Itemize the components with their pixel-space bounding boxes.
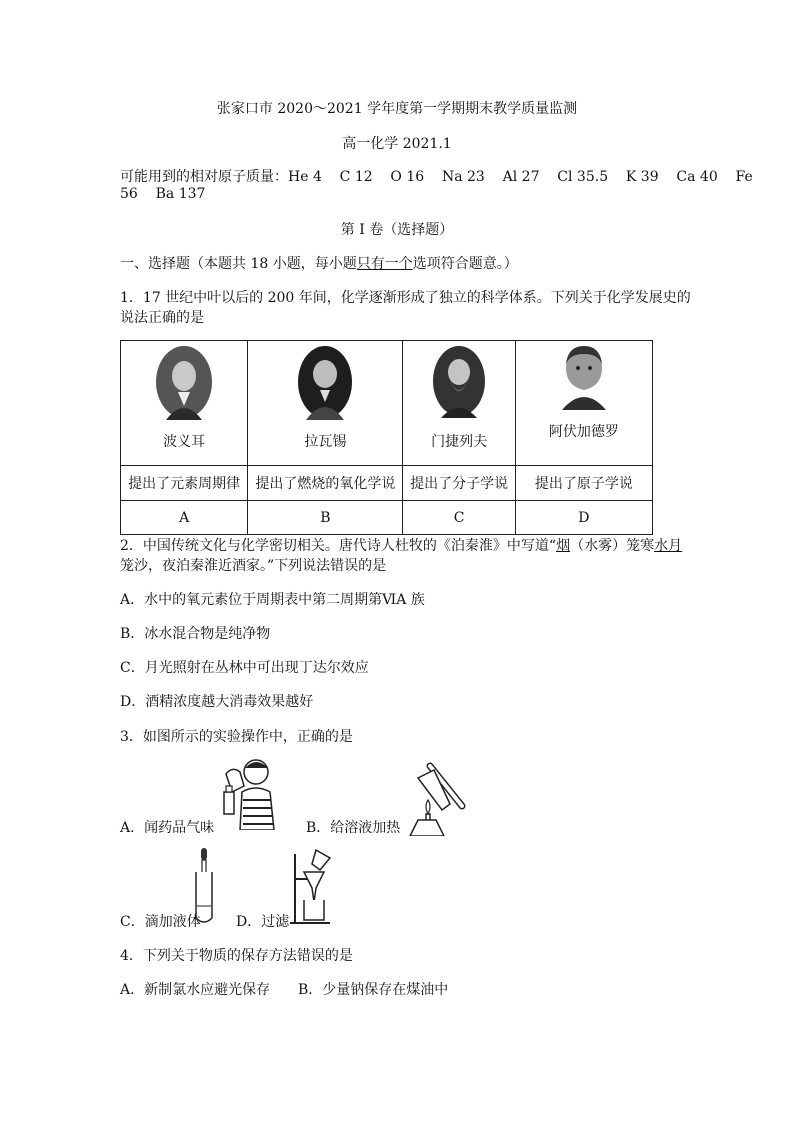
atomic-mass-line-1: 可能用到的相对原子质量：He 4 C 12 O 16 Na 23 Al 27 Cl 35.5 K 39 Ca 40 Fe — [120, 169, 753, 185]
option-letter-d: D — [515, 501, 652, 535]
q2-option-d: D．酒精浓度越大消毒效果越好 — [120, 694, 314, 710]
q2-option-a: A．水中的氧元素位于周期表中第二周期第ⅥA 族 — [120, 592, 425, 608]
portrait-lavoisier-icon — [296, 344, 354, 420]
contribution-b: 提出了燃烧的氧化学说 — [248, 466, 403, 501]
heating-solution-icon — [400, 760, 468, 836]
exam-subtitle: 高一化学 2021.1 — [342, 136, 452, 152]
exam-title: 张家口市 2020～2021 学年度第一学期期末教学质量监测 — [216, 101, 578, 117]
smelling-chemical-icon — [218, 756, 282, 830]
q3-option-b: B．给溶液加热 — [306, 820, 401, 836]
scientist-cell-d — [515, 341, 652, 466]
contribution-c: 提出了分子学说 — [403, 466, 515, 501]
section-instructions: 一、选择题（本题共 18 小题，每小题只有一个选项符合题意。） — [120, 256, 518, 272]
q2-option-b: B．冰水混合物是纯净物 — [120, 626, 271, 642]
scientist-table — [120, 340, 653, 535]
scientist-cell-c — [403, 341, 515, 466]
scientist-name-avogadro: 阿伏加德罗 — [548, 424, 619, 440]
q2-option-c: C．月光照射在丛林中可出现丁达尔效应 — [120, 660, 369, 676]
q3-option-a: A．闻药品气味 — [120, 820, 215, 836]
q3-option-d: D．过滤 — [236, 914, 290, 930]
portrait-mendeleev-icon — [431, 344, 487, 418]
q1-stem-line-1: 1．17 世纪中叶以后的 200 年间，化学逐渐形成了独立的科学体系。下列关于化学发展史的 — [120, 290, 691, 306]
q4-option-b: B．少量钠保存在煤油中 — [298, 982, 449, 998]
q2-stem-line-2: 笼沙，夜泊秦淮近酒家。”下列说法错误的是 — [120, 558, 387, 574]
option-letter-b: B — [248, 501, 403, 535]
q3-option-c: C．滴加液体 — [120, 914, 201, 930]
scientist-name-lavoisier: 拉瓦锡 — [304, 434, 347, 450]
q4-option-a: A．新制氯水应避光保存 — [120, 982, 271, 998]
section-title: 第 I 卷（选择题） — [340, 222, 454, 238]
scientist-name-boyle: 波义耳 — [163, 434, 206, 450]
atomic-mass-line-2: 56 Ba 137 — [120, 186, 206, 202]
contribution-a: 提出了元素周期律 — [121, 466, 248, 501]
q3-stem: 3．如图所示的实验操作中，正确的是 — [120, 729, 353, 745]
scientist-cell-b — [248, 341, 403, 466]
contribution-d: 提出了原子学说 — [515, 466, 652, 501]
scientist-cell-a — [121, 341, 248, 466]
q4-stem: 4．下列关于物质的保存方法错误的是 — [120, 948, 353, 964]
filtration-apparatus-icon — [286, 848, 332, 924]
option-letter-c: C — [403, 501, 515, 535]
q1-stem-line-2: 说法正确的是 — [120, 310, 204, 326]
portrait-boyle-icon — [154, 344, 214, 420]
scientist-name-mendeleev: 门捷列夫 — [431, 434, 488, 450]
q2-stem-line-1: 2．中国传统文化与化学密切相关。唐代诗人杜牧的《泊秦淮》中写道“烟（水雾）笼寒水月 — [120, 538, 683, 554]
portrait-avogadro-icon — [558, 344, 610, 410]
option-letter-a: A — [121, 501, 248, 535]
